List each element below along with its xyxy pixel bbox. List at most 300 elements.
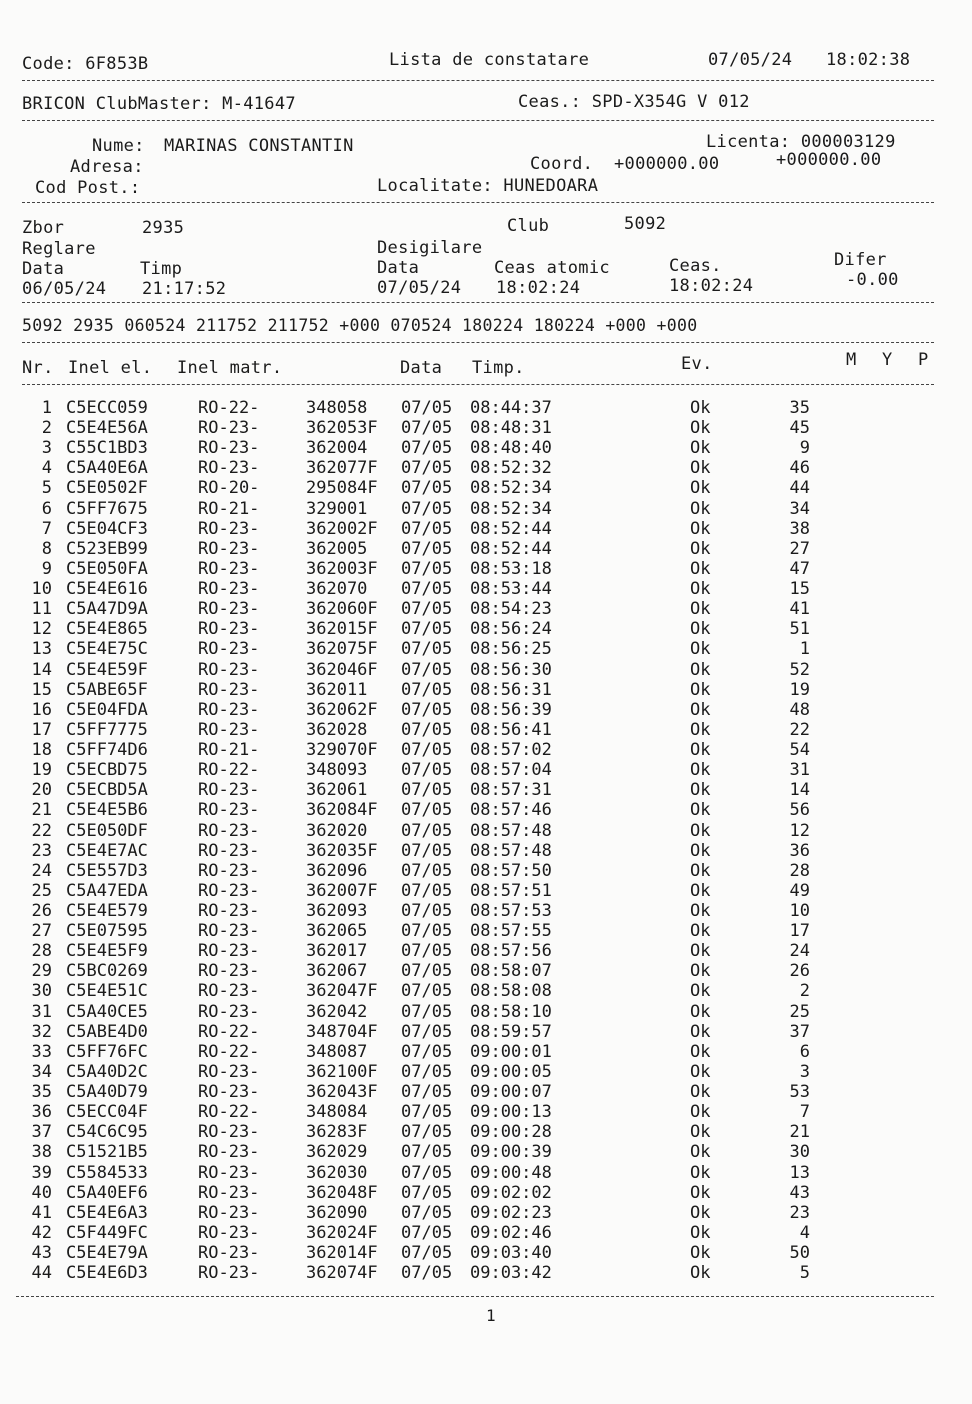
row-number: 9 — [41, 558, 52, 579]
coord-label: Coord. — [530, 154, 594, 174]
row-number: 14 — [31, 659, 52, 680]
arrival-date: 07/05 — [401, 901, 453, 921]
arrival-time: 08:52:44 — [470, 518, 552, 539]
row-number: 4 — [41, 458, 52, 479]
table-row — [0, 700, 972, 720]
col-header-ev: Ev. — [681, 354, 713, 374]
ring-prefix: RO-23- — [198, 1001, 260, 1022]
electronic-ring: C5E04FDA — [66, 699, 148, 720]
event-status: Ok — [690, 901, 711, 921]
event-status: Ok — [690, 1222, 711, 1243]
arrival-time: 08:53:44 — [470, 579, 552, 600]
ring-number: 36283F — [306, 1122, 368, 1143]
page-number: 1 — [486, 1306, 496, 1325]
arrival-date: 07/05 — [401, 1142, 453, 1163]
m-value: 5 — [799, 1263, 810, 1284]
electronic-ring: C5A47EDA — [66, 880, 148, 901]
m-value: 46 — [789, 458, 810, 479]
row-number: 6 — [41, 498, 52, 519]
electronic-ring: C5E4E51C — [66, 981, 148, 1002]
arrival-time: 08:56:41 — [470, 719, 552, 740]
reg-date-value: 06/05/24 — [22, 279, 107, 299]
ring-prefix: RO-23- — [198, 599, 260, 620]
event-status: Ok — [690, 579, 711, 600]
ring-number: 362028 — [306, 719, 368, 740]
ring-number: 362042 — [306, 1001, 368, 1022]
col-header-m: M — [846, 350, 857, 370]
table-row — [0, 458, 972, 478]
m-value: 36 — [789, 840, 810, 861]
row-number: 42 — [31, 1222, 52, 1243]
event-status: Ok — [690, 820, 711, 841]
electronic-ring: C5A47D9A — [66, 599, 148, 620]
event-status: Ok — [690, 458, 711, 479]
row-number: 7 — [41, 518, 52, 539]
arrival-time: 08:58:07 — [470, 961, 552, 982]
ring-prefix: RO-23- — [198, 941, 260, 962]
table-row — [0, 1142, 972, 1162]
ring-number: 329001 — [306, 498, 368, 519]
m-value: 14 — [789, 780, 810, 801]
ring-prefix: RO-23- — [198, 1162, 260, 1183]
table-row — [0, 398, 972, 418]
ring-prefix: RO-23- — [198, 820, 260, 841]
event-status: Ok — [690, 1122, 711, 1143]
arrival-date: 07/05 — [401, 921, 453, 942]
ring-number: 362002F — [306, 518, 378, 539]
row-number: 5 — [41, 478, 52, 499]
event-status: Ok — [690, 518, 711, 539]
ring-prefix: RO-23- — [198, 458, 260, 479]
table-row — [0, 559, 972, 579]
table-row — [0, 1022, 972, 1042]
arrival-time: 08:53:18 — [470, 558, 552, 579]
electronic-ring: C5A40E6A — [66, 458, 148, 479]
table-row — [0, 1082, 972, 1102]
table-row — [0, 1183, 972, 1203]
event-status: Ok — [690, 418, 711, 439]
ring-number: 362093 — [306, 901, 368, 921]
electronic-ring: C55C1BD3 — [66, 438, 148, 459]
event-status: Ok — [690, 679, 711, 700]
electronic-ring: C51521B5 — [66, 1142, 148, 1163]
event-status: Ok — [690, 1061, 711, 1082]
divider — [22, 302, 934, 303]
arrival-date: 07/05 — [401, 619, 453, 640]
row-number: 37 — [31, 1122, 52, 1143]
electronic-ring: C5FF7775 — [66, 719, 148, 740]
ring-prefix: RO-23- — [198, 438, 260, 459]
event-status: Ok — [690, 398, 711, 418]
electronic-ring: C5E4E5F9 — [66, 941, 148, 962]
table-row — [0, 1062, 972, 1082]
m-value: 35 — [789, 398, 810, 418]
event-status: Ok — [690, 1263, 711, 1284]
m-value: 56 — [789, 800, 810, 821]
ring-number: 362096 — [306, 860, 368, 881]
ring-number: 362090 — [306, 1202, 368, 1223]
arrival-time: 08:48:40 — [470, 438, 552, 459]
event-status: Ok — [690, 599, 711, 620]
ring-number: 362017 — [306, 941, 368, 962]
electronic-ring: C5ECC059 — [66, 398, 148, 418]
arrival-time: 09:00:05 — [470, 1061, 552, 1082]
arrival-date: 07/05 — [401, 1243, 453, 1264]
arrival-date: 07/05 — [401, 579, 453, 600]
ring-prefix: RO-23- — [198, 699, 260, 720]
row-number: 12 — [31, 619, 52, 640]
event-status: Ok — [690, 1162, 711, 1183]
table-row — [0, 539, 972, 559]
electronic-ring: C5584533 — [66, 1162, 148, 1183]
event-status: Ok — [690, 478, 711, 499]
m-value: 41 — [789, 599, 810, 620]
table-row — [0, 499, 972, 519]
arrival-date: 07/05 — [401, 438, 453, 459]
arrival-date: 07/05 — [401, 1001, 453, 1022]
ring-prefix: RO-22- — [198, 398, 260, 418]
m-value: 47 — [789, 558, 810, 579]
des-date-value: 07/05/24 — [377, 278, 462, 298]
divider — [22, 80, 934, 81]
row-number: 18 — [31, 740, 52, 761]
ring-number: 362029 — [306, 1142, 368, 1163]
m-value: 31 — [789, 760, 810, 781]
table-row — [0, 1163, 972, 1183]
event-status: Ok — [690, 840, 711, 861]
electronic-ring: C5E050FA — [66, 558, 148, 579]
m-value: 27 — [789, 538, 810, 559]
arrival-time: 08:56:31 — [470, 679, 552, 700]
print-date: 07/05/24 — [708, 50, 793, 70]
row-number: 13 — [31, 639, 52, 660]
arrival-time: 08:57:46 — [470, 800, 552, 821]
ring-number: 362003F — [306, 558, 378, 579]
event-status: Ok — [690, 961, 711, 982]
row-number: 26 — [31, 901, 52, 921]
ring-prefix: RO-22- — [198, 1021, 260, 1042]
m-value: 53 — [789, 1082, 810, 1103]
table-row — [0, 418, 972, 438]
electronic-ring: C5E4E56A — [66, 418, 148, 439]
electronic-ring: C5A40D2C — [66, 1061, 148, 1082]
electronic-ring: C523EB99 — [66, 538, 148, 559]
arrival-date: 07/05 — [401, 1182, 453, 1203]
ring-number: 362070 — [306, 579, 368, 600]
ring-number: 362053F — [306, 418, 378, 439]
ring-prefix: RO-23- — [198, 921, 260, 942]
row-number: 10 — [31, 579, 52, 600]
table-row — [0, 881, 972, 901]
arrival-time: 08:57:55 — [470, 921, 552, 942]
event-status: Ok — [690, 1102, 711, 1123]
ring-prefix: RO-23- — [198, 800, 260, 821]
row-number: 38 — [31, 1142, 52, 1163]
event-status: Ok — [690, 1082, 711, 1103]
col-header-timp: Timp. — [472, 358, 525, 378]
arrival-time: 09:00:01 — [470, 1041, 552, 1062]
event-status: Ok — [690, 719, 711, 740]
reg-data-label: Data — [22, 259, 65, 279]
ring-number: 362020 — [306, 820, 368, 841]
arrival-time: 08:57:53 — [470, 901, 552, 921]
event-status: Ok — [690, 1202, 711, 1223]
ring-number: 362077F — [306, 458, 378, 479]
arrival-date: 07/05 — [401, 1222, 453, 1243]
row-number: 28 — [31, 941, 52, 962]
ring-prefix: RO-23- — [198, 1222, 260, 1243]
arrival-date: 07/05 — [401, 398, 453, 418]
arrival-time: 08:57:50 — [470, 860, 552, 881]
arrival-date: 07/05 — [401, 679, 453, 700]
electronic-ring: C5E4E79A — [66, 1243, 148, 1264]
ring-prefix: RO-23- — [198, 840, 260, 861]
club-value: 5092 — [624, 214, 667, 234]
electronic-ring: C5E07595 — [66, 921, 148, 942]
table-row — [0, 760, 972, 780]
divider — [16, 1296, 934, 1297]
arrival-time: 09:03:42 — [470, 1263, 552, 1284]
row-number: 17 — [31, 719, 52, 740]
arrival-time: 08:48:31 — [470, 418, 552, 439]
event-status: Ok — [690, 1142, 711, 1163]
coord-value-2: +000000.00 — [776, 150, 882, 170]
m-value: 9 — [799, 438, 810, 459]
des-data-label: Data — [377, 258, 420, 278]
arrival-date: 07/05 — [401, 961, 453, 982]
table-row — [0, 800, 972, 820]
m-value: 43 — [789, 1182, 810, 1203]
electronic-ring: C5E04CF3 — [66, 518, 148, 539]
arrival-time: 08:44:37 — [470, 398, 552, 418]
arrival-date: 07/05 — [401, 639, 453, 660]
electronic-ring: C5A40CE5 — [66, 1001, 148, 1022]
row-number: 27 — [31, 921, 52, 942]
table-row — [0, 981, 972, 1001]
row-number: 3 — [41, 438, 52, 459]
ring-prefix: RO-22- — [198, 1102, 260, 1123]
m-value: 2 — [799, 981, 810, 1002]
m-value: 15 — [789, 579, 810, 600]
arrival-date: 07/05 — [401, 941, 453, 962]
event-status: Ok — [690, 1021, 711, 1042]
electronic-ring: C5E0502F — [66, 478, 148, 499]
ring-prefix: RO-22- — [198, 1041, 260, 1062]
electronic-ring: C5FF74D6 — [66, 740, 148, 761]
arrival-date: 07/05 — [401, 1122, 453, 1143]
event-status: Ok — [690, 619, 711, 640]
address-label: Adresa: — [70, 157, 144, 177]
divider — [22, 384, 934, 385]
arrival-time: 08:57:56 — [470, 941, 552, 962]
m-value: 52 — [789, 659, 810, 680]
col-header-p: P — [918, 350, 929, 370]
event-status: Ok — [690, 1182, 711, 1203]
row-number: 16 — [31, 699, 52, 720]
ring-prefix: RO-20- — [198, 478, 260, 499]
arrival-time: 08:57:02 — [470, 740, 552, 761]
ring-number: 362048F — [306, 1182, 378, 1203]
row-number: 35 — [31, 1082, 52, 1103]
difer-value: -0.00 — [846, 270, 899, 290]
table-row — [0, 438, 972, 458]
arrival-time: 09:02:46 — [470, 1222, 552, 1243]
desigilare-label: Desigilare — [377, 238, 483, 258]
m-value: 6 — [799, 1041, 810, 1062]
electronic-ring: C5E4E579 — [66, 901, 148, 921]
electronic-ring: C5E4E865 — [66, 619, 148, 640]
electronic-ring: C54C6C95 — [66, 1122, 148, 1143]
table-row — [0, 1002, 972, 1022]
divider — [22, 120, 934, 121]
electronic-ring: C5E557D3 — [66, 860, 148, 881]
ring-number: 362100F — [306, 1061, 378, 1082]
event-status: Ok — [690, 1243, 711, 1264]
table-row — [0, 1203, 972, 1223]
ring-prefix: RO-23- — [198, 1122, 260, 1143]
event-status: Ok — [690, 941, 711, 962]
event-status: Ok — [690, 699, 711, 720]
table-row — [0, 1102, 972, 1122]
arrival-time: 09:02:02 — [470, 1182, 552, 1203]
atomic-clock-label: Ceas atomic — [494, 258, 610, 278]
arrival-time: 08:54:23 — [470, 599, 552, 620]
ring-prefix: RO-21- — [198, 498, 260, 519]
ring-number: 362005 — [306, 538, 368, 559]
arrival-date: 07/05 — [401, 860, 453, 881]
electronic-ring: C5E4E5B6 — [66, 800, 148, 821]
row-number: 34 — [31, 1061, 52, 1082]
ring-number: 348058 — [306, 398, 368, 418]
ring-prefix: RO-23- — [198, 579, 260, 600]
m-value: 38 — [789, 518, 810, 539]
ring-prefix: RO-23- — [198, 961, 260, 982]
event-status: Ok — [690, 659, 711, 680]
zbor-value: 2935 — [142, 218, 185, 238]
m-value: 22 — [789, 719, 810, 740]
m-value: 49 — [789, 880, 810, 901]
arrival-date: 07/05 — [401, 418, 453, 439]
arrival-date: 07/05 — [401, 518, 453, 539]
arrival-date: 07/05 — [401, 1162, 453, 1183]
electronic-ring: C5E050DF — [66, 820, 148, 841]
ring-prefix: RO-23- — [198, 619, 260, 640]
clock-label: Ceas. — [669, 256, 722, 276]
document-title: Lista de constatare — [389, 50, 590, 70]
row-number: 41 — [31, 1202, 52, 1223]
table-row — [0, 660, 972, 680]
locality-text: Localitate: HUNEDOARA — [377, 176, 599, 196]
ring-number: 329070F — [306, 740, 378, 761]
arrival-date: 07/05 — [401, 719, 453, 740]
table-row — [0, 821, 972, 841]
col-header-nr: Nr. — [22, 358, 54, 378]
ring-prefix: RO-23- — [198, 981, 260, 1002]
ring-number: 348093 — [306, 760, 368, 781]
m-value: 37 — [789, 1021, 810, 1042]
arrival-date: 07/05 — [401, 458, 453, 479]
table-row — [0, 639, 972, 659]
m-value: 7 — [799, 1102, 810, 1123]
table-row — [0, 861, 972, 881]
m-value: 28 — [789, 860, 810, 881]
event-status: Ok — [690, 880, 711, 901]
electronic-ring: C5F449FC — [66, 1222, 148, 1243]
ring-prefix: RO-23- — [198, 880, 260, 901]
row-number: 22 — [31, 820, 52, 841]
ring-prefix: RO-23- — [198, 1061, 260, 1082]
event-status: Ok — [690, 800, 711, 821]
club-label: Club — [507, 216, 550, 236]
arrival-time: 08:52:34 — [470, 478, 552, 499]
electronic-ring: C5E4E6A3 — [66, 1202, 148, 1223]
arrival-time: 08:52:32 — [470, 458, 552, 479]
m-value: 44 — [789, 478, 810, 499]
row-number: 19 — [31, 760, 52, 781]
arrival-time: 08:56:39 — [470, 699, 552, 720]
ring-prefix: RO-23- — [198, 860, 260, 881]
clock-time-value: 18:02:24 — [669, 276, 754, 296]
table-row — [0, 921, 972, 941]
electronic-ring: C5E4E75C — [66, 639, 148, 660]
arrival-time: 08:57:48 — [470, 820, 552, 841]
ring-prefix: RO-21- — [198, 740, 260, 761]
arrival-date: 07/05 — [401, 558, 453, 579]
atomic-time-value: 18:02:24 — [496, 278, 581, 298]
electronic-ring: C5FF7675 — [66, 498, 148, 519]
table-row — [0, 619, 972, 639]
coord-value-1: +000000.00 — [614, 154, 720, 174]
m-value: 13 — [789, 1162, 810, 1183]
m-value: 23 — [789, 1202, 810, 1223]
divider — [22, 202, 934, 203]
row-number: 44 — [31, 1263, 52, 1284]
electronic-ring: C5ECBD75 — [66, 760, 148, 781]
col-header-y: Y — [882, 350, 893, 370]
zbor-label: Zbor — [22, 218, 65, 238]
row-number: 21 — [31, 800, 52, 821]
ring-prefix: RO-23- — [198, 1182, 260, 1203]
arrival-date: 07/05 — [401, 840, 453, 861]
row-number: 23 — [31, 840, 52, 861]
ring-prefix: RO-22- — [198, 760, 260, 781]
table-row — [0, 1243, 972, 1263]
table-row — [0, 901, 972, 921]
ring-prefix: RO-23- — [198, 1202, 260, 1223]
table-row — [0, 841, 972, 861]
electronic-ring: C5FF76FC — [66, 1041, 148, 1062]
ring-number: 362024F — [306, 1222, 378, 1243]
ring-number: 362074F — [306, 1263, 378, 1284]
electronic-ring: C5E4E59F — [66, 659, 148, 680]
arrival-date: 07/05 — [401, 1102, 453, 1123]
arrival-date: 07/05 — [401, 659, 453, 680]
row-number: 8 — [41, 538, 52, 559]
ring-number: 362030 — [306, 1162, 368, 1183]
row-number: 15 — [31, 679, 52, 700]
electronic-ring: C5E4E7AC — [66, 840, 148, 861]
arrival-time: 08:57:48 — [470, 840, 552, 861]
event-status: Ok — [690, 760, 711, 781]
arrival-date: 07/05 — [401, 760, 453, 781]
event-status: Ok — [690, 860, 711, 881]
ring-number: 362067 — [306, 961, 368, 982]
row-number: 29 — [31, 961, 52, 982]
arrival-date: 07/05 — [401, 478, 453, 499]
m-value: 21 — [789, 1122, 810, 1143]
table-row — [0, 780, 972, 800]
table-row — [0, 720, 972, 740]
